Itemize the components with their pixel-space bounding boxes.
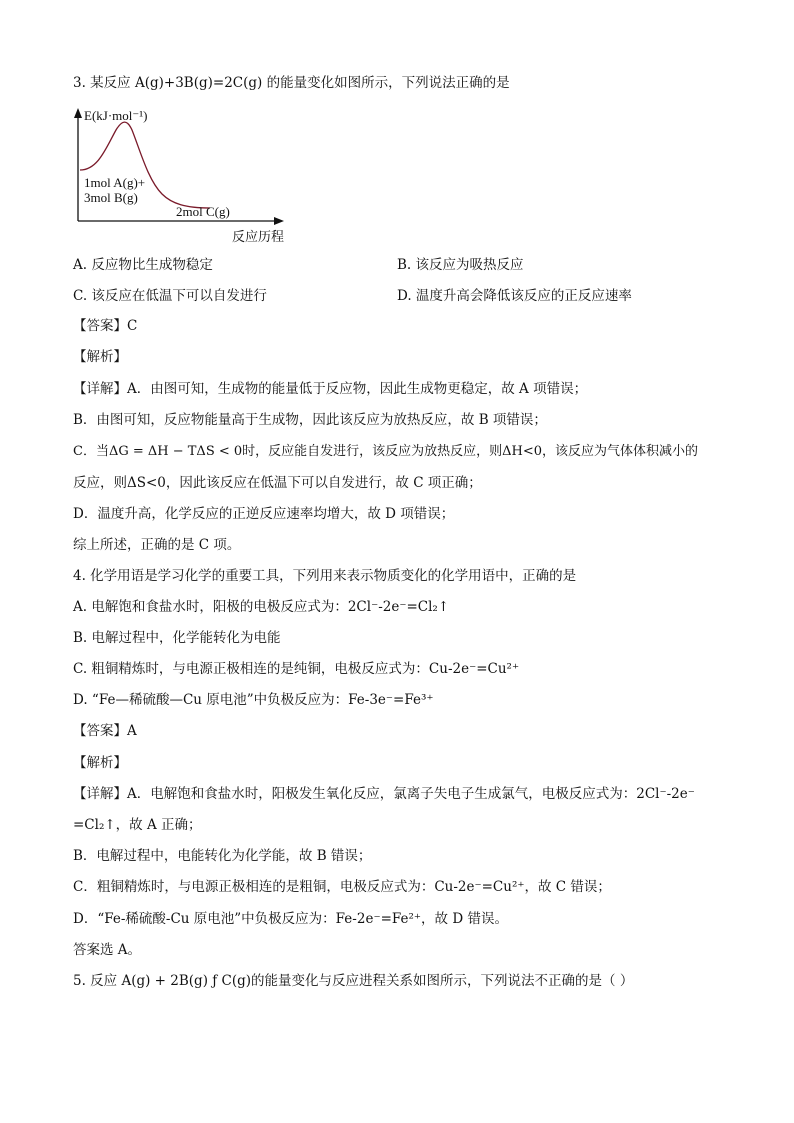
y-axis-label: E(kJ·mol⁻¹) — [84, 108, 148, 123]
q4-answer: 【答案】A — [73, 723, 137, 739]
q3-analysis-title: 【解析】 — [73, 349, 127, 365]
energy-diagram — [70, 104, 290, 244]
q4-detail-5: D．“Fe-稀硫酸-Cu 原电池”中负极反应为：Fe-2e⁻=Fe²⁺，故 D 错误。 — [73, 911, 508, 927]
q4-detail-2: =Cl₂↑，故 A 正确； — [73, 817, 202, 833]
q3-detail-2: B．由图可知，反应物能量高于生成物，因此该反应为放热反应，故 B 项错误； — [73, 412, 547, 428]
q3-stem: 3. 某反应 A(g)+3B(g)=2C(g) 的能量变化如图所示，下列说法正确的是 — [73, 75, 510, 91]
q3-detail-3: C．当ΔG = ΔH − TΔS < 0时，反应能自发进行，该反应为放热反应，则ΔH<0，该反应为气体体积减小的 — [73, 444, 699, 459]
q3-answer: 【答案】C — [73, 318, 138, 334]
q4-stem: 4. 化学用语是学习化学的重要工具，下列用来表示物质变化的化学用语中，正确的是 — [73, 568, 577, 584]
q3-summary: 综上所述，正确的是 C 项。 — [73, 537, 241, 553]
q4-detail-3: B．电解过程中，电能转化为化学能，故 B 错误； — [73, 848, 372, 864]
x-axis-label: 反应历程 — [232, 229, 285, 244]
q3-detail-5: D．温度升高，化学反应的正逆反应速率均增大，故 D 项错误； — [73, 506, 455, 522]
q3-option-c: C. 该反应在低温下可以自发进行 — [73, 288, 267, 304]
q4-option-a: A. 电解饱和食盐水时，阳极的电极反应式为：2Cl⁻-2e⁻=Cl₂↑ — [73, 599, 450, 615]
q3-option-d: D. 温度升高会降低该反应的正反应速率 — [397, 288, 632, 304]
q3-detail-4: 反应，则ΔS<0，因此该反应在低温下可以自发进行，故 C 项正确； — [73, 475, 482, 491]
q4-option-b: B. 电解过程中，化学能转化为电能 — [73, 630, 281, 646]
reactants-label-2: 3mol B(g) — [84, 190, 138, 205]
q5-stem: 5. 反应 A(g) + 2B(g) ƒ C(g)的能量变化与反应进程关系如图所示，下列说法不正确的是（ ） — [73, 973, 634, 989]
q4-detail-4: C．粗铜精炼时，与电源正极相连的是粗铜，电极反应式为：Cu-2e⁻=Cu²⁺，故 C 错误； — [73, 879, 611, 895]
q4-option-d: D. “Fe—稀硫酸—Cu 原电池”中负极反应为：Fe-3e⁻=Fe³⁺ — [73, 692, 434, 708]
y-axis-arrow-icon — [74, 108, 82, 118]
q4-summary: 答案选 A。 — [73, 942, 142, 958]
q3-detail-1: 【详解】A．由图可知，生成物的能量低于反应物，因此生成物更稳定，故 A 项错误； — [73, 381, 588, 397]
reactants-label-1: 1mol A(g)+ — [84, 175, 146, 190]
x-axis-arrow-icon — [274, 217, 284, 225]
q3-option-b: B. 该反应为吸热反应 — [397, 257, 524, 273]
q4-option-c: C. 粗铜精炼时，与电源正极相连的是纯铜，电极反应式为：Cu-2e⁻=Cu²⁺ — [73, 661, 520, 677]
q4-analysis-title: 【解析】 — [73, 755, 127, 771]
q3-option-a: A. 反应物比生成物稳定 — [73, 257, 213, 273]
product-label: 2mol C(g) — [176, 204, 230, 219]
q4-detail-1: 【详解】A．电解饱和食盐水时，阳极发生氧化反应，氯离子失电子生成氯气，电极反应式为：2Cl⁻-2e⁻ — [73, 786, 695, 802]
